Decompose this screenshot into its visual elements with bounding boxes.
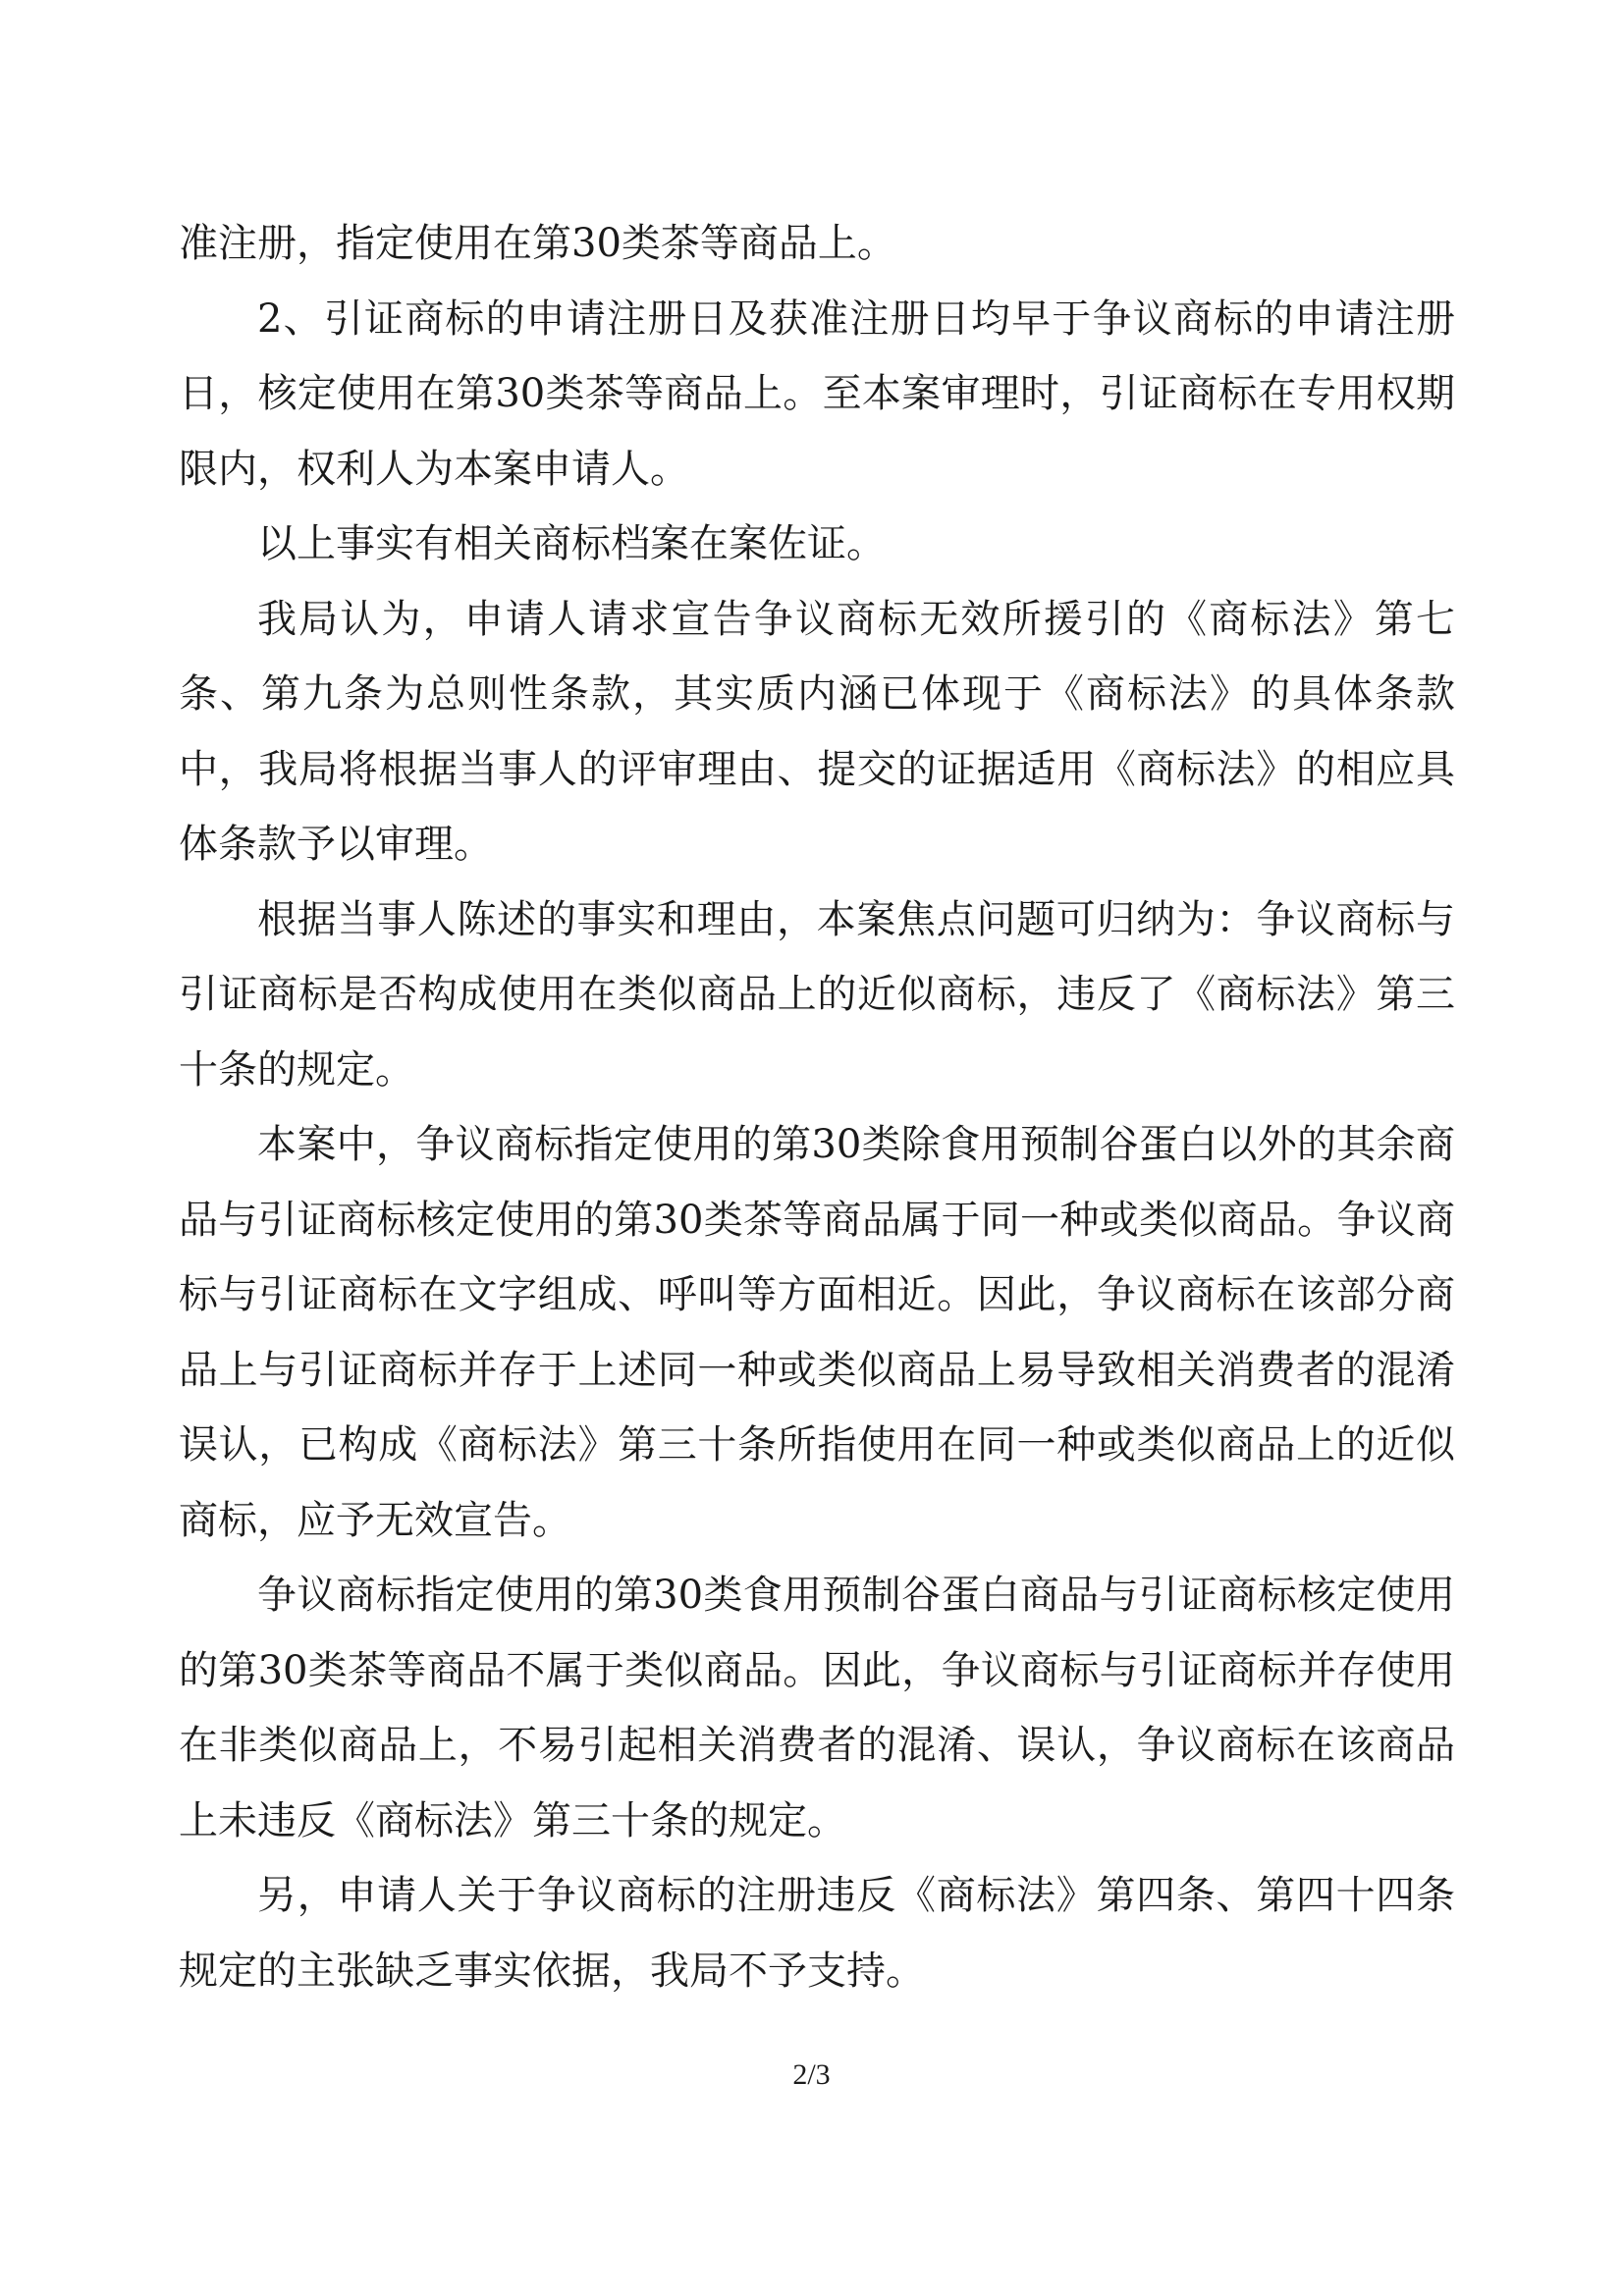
paragraph-similar-goods: 本案中，争议商标指定使用的第30类除食用预制谷蛋白以外的其余商品与引证商标核定使用的第30类茶等商品属于同一种或类似商品。争议商标与引证商标在文字组成、呼叫等方面相近。因此，争议商标在该部分商品上与引证商标并存于上述同一种或类似商品上易导致相关消费者的混淆误认，已构成《商标法》第三十条所指使用在同一种或类似商品上的近似商标，应予无效宣告。 <box>179 1122 1455 1543</box>
paragraph-office-opinion: 我局认为，申请人请求宣告争议商标无效所援引的《商标法》第七条、第九条为总则性条款，其实质内涵已体现于《商标法》的具体条款中，我局将根据当事人的评审理由、提交的证据适用《商标法》的相应具体条款予以审理。 <box>179 596 1455 867</box>
paragraph-other-claims: 另，申请人关于争议商标的注册违反《商标法》第四条、第四十四条规定的主张缺乏事实依据，我局不予支持。 <box>179 1873 1455 1994</box>
paragraph-cited-mark-facts: 2、引证商标的申请注册日及获准注册日均早于争议商标的申请注册日，核定使用在第30类茶等商品上。至本案审理时，引证商标在专用权期限内，权利人为本案申请人。 <box>179 295 1455 492</box>
paragraph-evidence: 以上事实有相关商标档案在案佐证。 <box>257 521 886 566</box>
document-body <box>179 206 1455 2008</box>
page-number: 2/3 <box>792 2058 831 2091</box>
paragraph-continuation: 准注册，指定使用在第30类茶等商品上。 <box>179 221 896 266</box>
paragraph-non-similar-goods: 争议商标指定使用的第30类食用预制谷蛋白商品与引证商标核定使用的第30类茶等商品不属于类似商品。因此，争议商标与引证商标并存使用在非类似商品上，不易引起相关消费者的混淆、误认，争议商标在该商品上未违反《商标法》第三十条的规定。 <box>179 1573 1455 1843</box>
paragraph-focus-issue: 根据当事人陈述的事实和理由，本案焦点问题可归纳为：争议商标与引证商标是否构成使用在类似商品上的近似商标，违反了《商标法》第三十条的规定。 <box>179 896 1455 1093</box>
